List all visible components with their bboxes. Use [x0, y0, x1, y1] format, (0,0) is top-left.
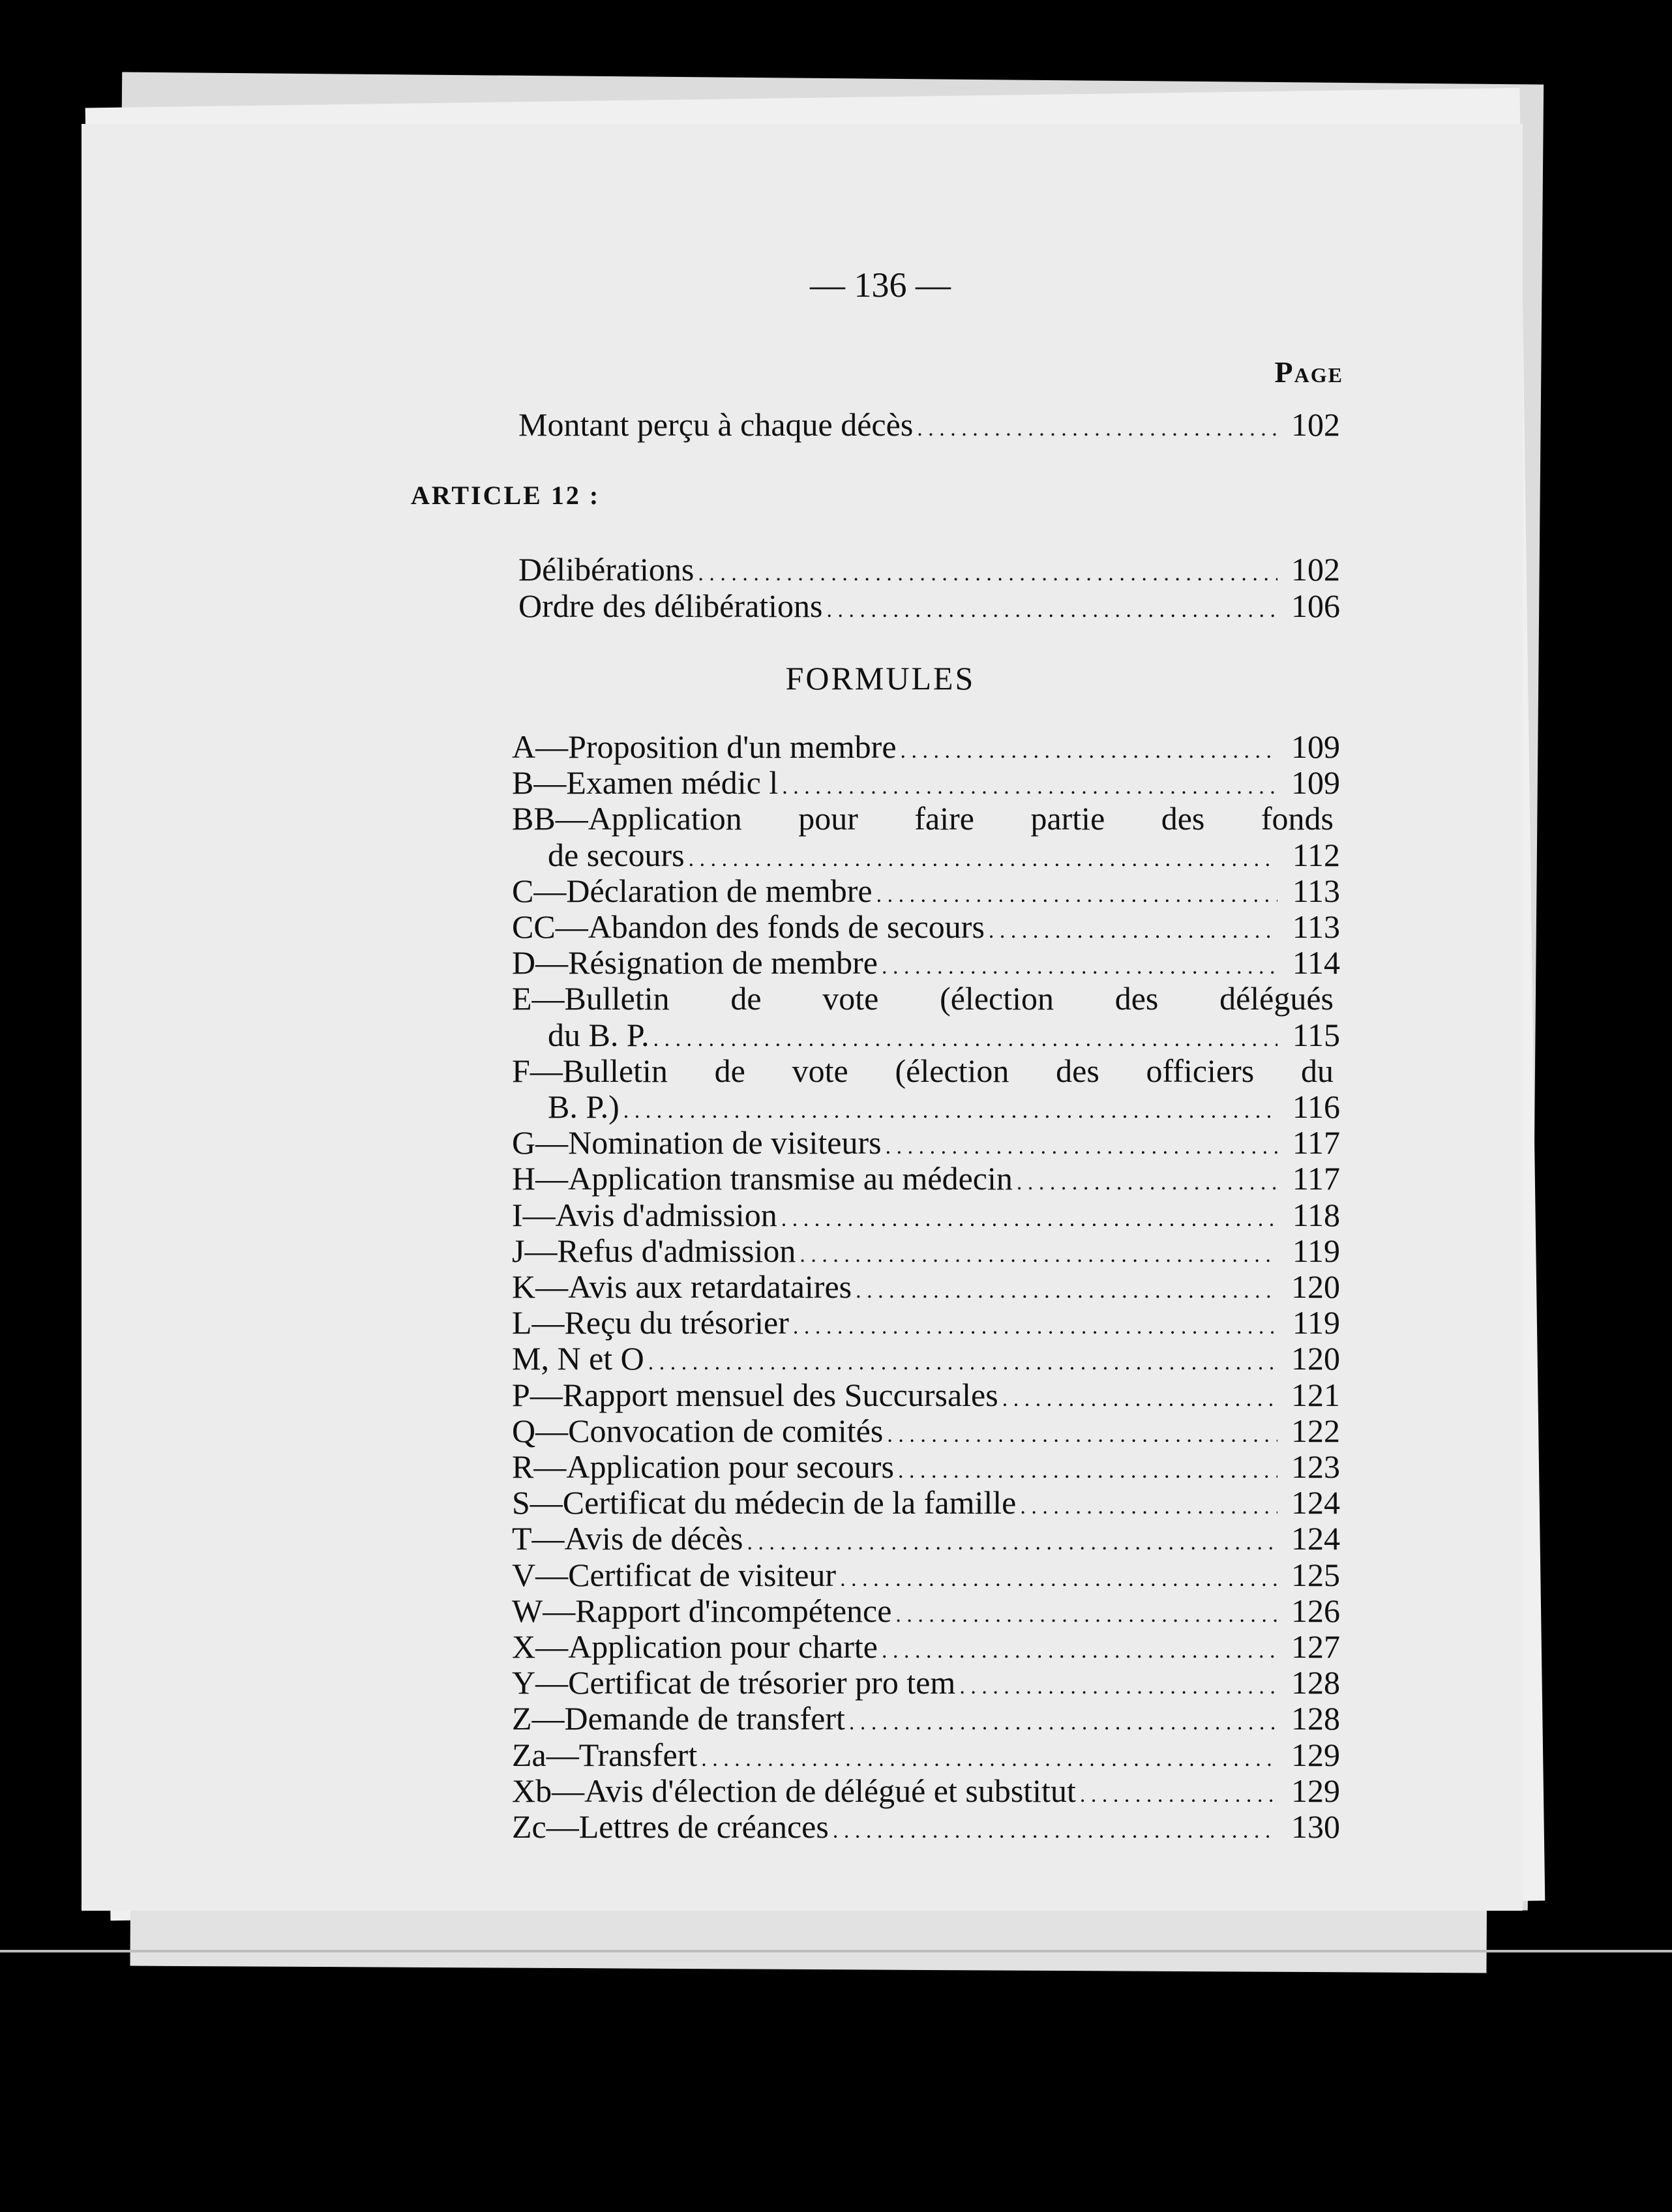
toc-entry-label: P—Rapport mensuel des Succursales	[512, 1376, 998, 1413]
toc-entry-label: G—Nomination de visiteurs	[512, 1124, 882, 1161]
toc-entry-label: L—Reçu du trésorier	[512, 1304, 789, 1341]
toc-entry-label: Y—Certificat de trésorier pro tem	[512, 1664, 956, 1701]
dot-leader	[698, 563, 1277, 585]
toc-entry-label: Ordre des délibérations	[518, 588, 823, 624]
toc-entry	[512, 1306, 1340, 1339]
toc-entry	[518, 590, 1340, 622]
dot-leader	[833, 1820, 1277, 1842]
toc-entry-label: Zc—Lettres de créances	[512, 1808, 829, 1845]
toc-entry-page: 115	[1292, 1016, 1340, 1053]
toc-entry-page: 117	[1292, 1160, 1340, 1197]
toc-entry-page: 124	[1291, 1520, 1340, 1557]
toc-entry-page: 127	[1291, 1628, 1340, 1665]
toc-entry-label: K—Avis aux retardataires	[512, 1268, 852, 1305]
toc-entry	[512, 1486, 1340, 1519]
toc-entry	[512, 766, 1340, 799]
dot-leader	[793, 1316, 1277, 1338]
toc-entry-page: 128	[1291, 1700, 1340, 1737]
dot-leader	[648, 1352, 1277, 1374]
dot-leader	[689, 848, 1277, 871]
dot-leader	[876, 884, 1277, 906]
dot-leader	[882, 1640, 1277, 1662]
dot-leader	[895, 1604, 1277, 1626]
toc-entry-label: X—Application pour charte	[512, 1628, 878, 1665]
dot-leader	[782, 776, 1277, 798]
toc-entry	[512, 946, 1340, 979]
toc-entry-label: F—Bulletin de vote (élection des officiers du	[512, 1052, 1334, 1089]
toc-entry-label: S—Certificat du médecin de la famille	[512, 1484, 1017, 1521]
toc-entry-page: 121	[1291, 1376, 1340, 1413]
toc-entry-label: Za—Transfert	[512, 1736, 698, 1773]
dot-leader	[959, 1676, 1277, 1698]
dot-leader	[840, 1568, 1277, 1591]
toc-entry-label: I—Avis d'admission	[512, 1196, 777, 1233]
toc-entry-label: Xb—Avis d'élection de délégué et substitut	[512, 1772, 1076, 1809]
toc-entry-label: Z—Demande de transfert	[512, 1700, 845, 1737]
toc-entry	[512, 1162, 1340, 1195]
dot-leader	[849, 1712, 1277, 1734]
toc-entry-label: J—Refus d'admission	[512, 1232, 796, 1269]
toc-entry-label-continued: du B. P.	[548, 1016, 649, 1053]
dot-leader	[827, 599, 1277, 621]
toc-entry	[512, 874, 1340, 907]
toc-entry	[512, 1196, 1340, 1233]
toc-entry-page: 120	[1291, 1268, 1340, 1305]
toc-entry-page: 125	[1291, 1556, 1340, 1593]
toc-entry-label: BB—Application pour faire partie des fonds	[512, 800, 1334, 837]
dot-leader	[882, 956, 1277, 978]
dot-leader	[917, 418, 1277, 440]
toc-entry-page: 113	[1292, 872, 1340, 909]
toc-entry-page: 102	[1291, 551, 1340, 588]
dot-leader	[781, 1208, 1277, 1231]
dot-leader	[623, 1100, 1277, 1122]
toc-entry-page: 118	[1292, 1196, 1340, 1233]
toc-entry-page: 106	[1291, 588, 1340, 624]
page-number: — 136 —	[810, 265, 951, 305]
toc-entry-label: W—Rapport d'incompétence	[512, 1592, 892, 1629]
dot-leader	[887, 1424, 1277, 1446]
toc-entry-page: 102	[1291, 406, 1340, 443]
toc-entry-page: 114	[1292, 944, 1340, 981]
toc-entry	[548, 836, 1340, 873]
toc-entry-label: B—Examen médic l	[512, 764, 779, 801]
toc-entry	[512, 730, 1340, 763]
toc-entry-label: E—Bulletin de vote (élection des délégués	[512, 980, 1334, 1017]
toc-entry	[512, 1556, 1340, 1593]
toc-entry-page: 116	[1292, 1088, 1340, 1125]
toc-entry-label: V—Certificat de visiteur	[512, 1556, 837, 1593]
toc-entry-label-continued: B. P.)	[548, 1088, 620, 1125]
toc-entry-label: CC—Abandon des fonds de secours	[512, 908, 985, 945]
toc-entry	[512, 1630, 1340, 1663]
toc-entry-page: 120	[1291, 1340, 1340, 1377]
dot-leader	[1020, 1496, 1277, 1518]
dot-leader	[1080, 1784, 1277, 1806]
toc-entry-label: R—Application pour secours	[512, 1448, 895, 1485]
toc-entry	[512, 1522, 1340, 1555]
toc-entry	[518, 408, 1340, 441]
dot-leader	[701, 1748, 1277, 1771]
toc-entry-page: 119	[1292, 1304, 1340, 1341]
toc-entry	[512, 1450, 1340, 1483]
toc-entry-page: 129	[1291, 1772, 1340, 1809]
toc-entry	[512, 1234, 1340, 1267]
scan-divider-line	[0, 1950, 1672, 1952]
dot-leader	[898, 1460, 1277, 1482]
toc-entry-label-continued: de secours	[548, 836, 685, 873]
toc-entry-page: 130	[1291, 1808, 1340, 1845]
toc-entry	[518, 553, 1340, 586]
toc-entry-label: Q—Convocation de comités	[512, 1412, 884, 1449]
dot-leader	[1017, 1172, 1277, 1194]
toc-entry-label: T—Avis de décès	[512, 1520, 743, 1557]
toc-entry-page: 112	[1292, 836, 1340, 873]
toc-entry-page: 128	[1291, 1664, 1340, 1701]
toc-entry-page: 122	[1291, 1412, 1340, 1449]
dot-leader	[799, 1244, 1277, 1266]
toc-entry	[512, 1810, 1340, 1843]
toc-entry-label: A—Proposition d'un membre	[512, 728, 897, 765]
toc-entry	[512, 1126, 1340, 1159]
toc-entry	[512, 1702, 1340, 1735]
toc-entry-page: 117	[1292, 1124, 1340, 1161]
toc-entry-page: 126	[1291, 1592, 1340, 1629]
toc-entry	[512, 1414, 1340, 1447]
toc-entry-page: 109	[1291, 764, 1340, 801]
toc-entry	[512, 1774, 1340, 1807]
dot-leader	[989, 920, 1277, 942]
dot-leader	[856, 1280, 1277, 1302]
toc-entry	[512, 1342, 1340, 1375]
toc-entry-label: M, N et O	[512, 1340, 644, 1377]
toc-entry-label: Montant perçu à chaque décès	[518, 406, 914, 443]
toc-entry	[512, 1594, 1340, 1627]
toc-entry-page: 113	[1292, 908, 1340, 945]
toc-entry-page: 129	[1291, 1736, 1340, 1773]
section-heading: FORMULES	[785, 660, 976, 696]
dot-leader	[747, 1532, 1277, 1554]
toc-entry	[548, 1090, 1340, 1123]
article-label: ARTICLE 12 :	[411, 481, 601, 510]
toc-entry-page: 119	[1292, 1232, 1340, 1269]
dot-leader	[1002, 1388, 1277, 1411]
toc-entry	[512, 910, 1340, 943]
toc-entry-page: 124	[1291, 1484, 1340, 1521]
toc-entry	[512, 1736, 1340, 1773]
toc-entry-label: C—Déclaration de membre	[512, 872, 873, 909]
toc-entry	[512, 1376, 1340, 1413]
dot-leader	[901, 740, 1277, 762]
toc-entry-label: Délibérations	[518, 551, 694, 588]
toc-entry	[512, 1666, 1340, 1699]
toc-entry-label: H—Application transmise au médecin	[512, 1160, 1013, 1197]
toc-entry-page: 109	[1291, 728, 1340, 765]
dot-leader	[886, 1136, 1277, 1158]
toc-entry	[548, 1016, 1340, 1053]
toc-entry	[512, 1270, 1340, 1303]
dot-leader	[653, 1028, 1277, 1051]
page-column-header: Page	[1274, 355, 1343, 389]
toc-entry-page: 123	[1291, 1448, 1340, 1485]
toc-entry-label: D—Résignation de membre	[512, 944, 878, 981]
